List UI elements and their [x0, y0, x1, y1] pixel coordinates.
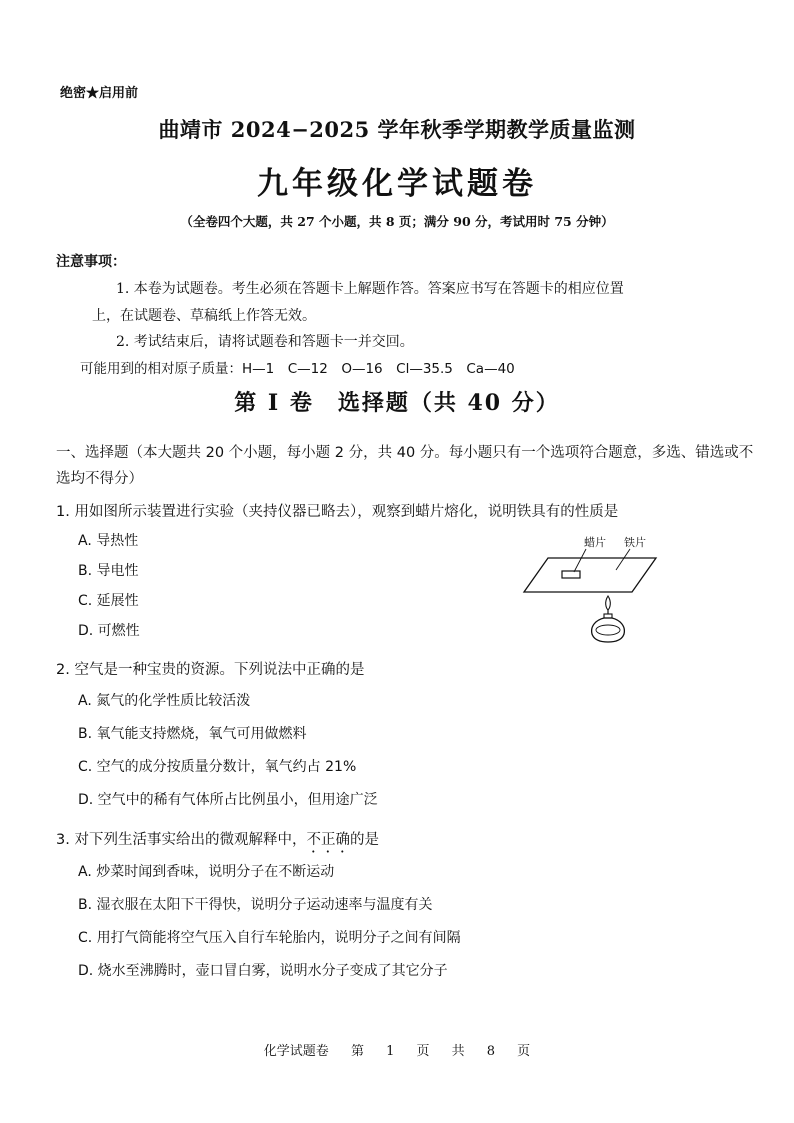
question-3-stem-suffix: 的是: [349, 832, 379, 848]
page-footer: [0, 1040, 794, 1059]
note-item-1-cont: 上，在试题卷、草稿纸上作答无效。: [92, 308, 316, 324]
question-1-option-d: D. 可燃性: [78, 623, 140, 639]
paper-title: 九年级化学试题卷: [257, 166, 537, 202]
question-3-stem: [56, 828, 379, 856]
notes-title: 注意事项：: [56, 254, 126, 270]
question-2-stem: 2. 空气是一种宝贵的资源。下列说法中正确的是: [56, 662, 365, 678]
question-3-option-b: B. 湿衣服在太阳下干得快，说明分子运动速率与温度有关: [78, 897, 433, 913]
question-1-option-a: A. 导热性: [78, 533, 139, 549]
question-3-option-a: A. 炒菜时闻到香味，说明分子在不断运动: [78, 864, 335, 880]
note-item-2: 2. 考试结束后，请将试题卷和答题卡一并交回。: [116, 334, 414, 350]
footer-subject: 化学试题卷: [263, 1044, 329, 1059]
wax-label: 蜡片: [584, 536, 606, 549]
wax-pointer-line: [574, 549, 586, 572]
confidential-mark: 绝密★启用前: [60, 86, 139, 101]
question-2-option-c: C. 空气的成分按质量分数计，氧气约占 21%: [78, 759, 357, 775]
iron-pointer-line: [616, 549, 630, 570]
footer-page-number: 第 1 页: [350, 1044, 430, 1059]
question-1-stem: 1. 用如图所示装置进行实验（夹持仪器已略去），观察到蜡片熔化，说明铁具有的性质是: [56, 504, 619, 520]
paper-info: （全卷四个大题，共 27 个小题，共 8 页；满分 90 分，考试用时 75 分钟）: [180, 214, 614, 229]
wax-piece: [562, 571, 580, 578]
wax-iron-experiment-figure: [520, 530, 670, 646]
question-2-option-d: D. 空气中的稀有气体所占比例虽小，但用途广泛: [78, 792, 378, 808]
question-1-option-c: C. 延展性: [78, 593, 139, 609]
question-3-option-c: C. 用打气筒能将空气压入自行车轮胎内，说明分子之间有间隔: [78, 930, 461, 946]
iron-sheet: [524, 558, 656, 592]
footer-total-pages: 共 8 页: [451, 1044, 531, 1059]
question-1-option-b: B. 导电性: [78, 563, 139, 579]
alcohol-lamp-icon: [592, 596, 625, 642]
note-item-1: 1. 本卷为试题卷。考生必须在答题卡上解题作答。答案应书写在答题卡的相应位置: [116, 281, 624, 297]
question-2-option-b: B. 氧气能支持燃烧，氧气可用做燃料: [78, 726, 307, 742]
atomic-masses: 可能用到的相对原子质量：H—1 C—12 O—16 Cl—35.5 Ca—40: [80, 361, 515, 377]
exam-title: 曲靖市 2024−2025 学年秋季学期教学质量监测: [158, 117, 636, 142]
section-title: 第 I 卷 选择题（共 40 分）: [234, 390, 560, 416]
section-description: 一、选择题（本大题共 20 个小题，每小题 2 分，共 40 分。每小题只有一个选项符合题意，多选、错选或不选均不得分）: [56, 445, 754, 487]
question-3-stem-prefix: 3. 对下列生活事实给出的微观解释中，: [56, 832, 307, 848]
question-2-option-a: A. 氮气的化学性质比较活泼: [78, 693, 251, 709]
question-3-stem-emphasis: 不正确: [306, 832, 350, 848]
iron-label: 铁片: [624, 536, 646, 549]
question-3-option-d: D. 烧水至沸腾时，壶口冒白雾，说明水分子变成了其它分子: [78, 963, 448, 979]
